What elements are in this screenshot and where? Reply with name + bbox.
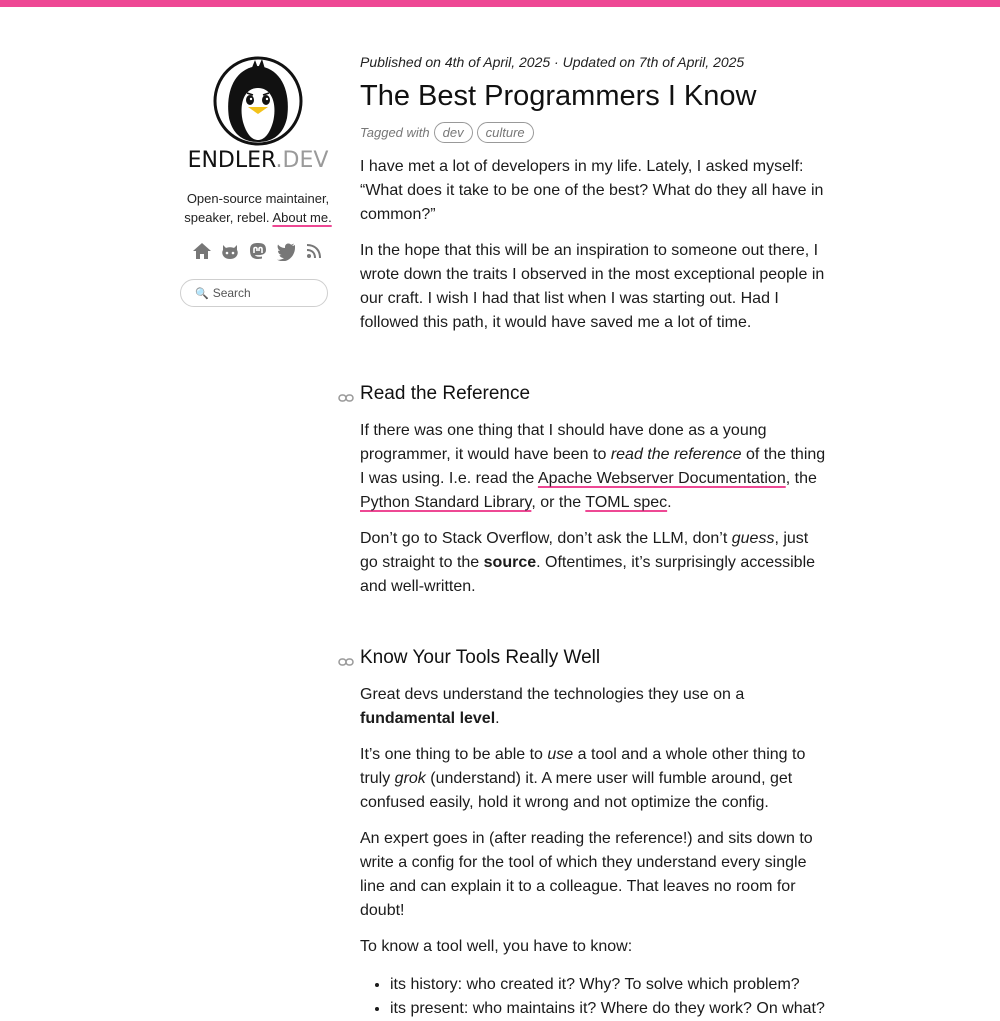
twitter-icon[interactable]	[276, 241, 296, 261]
section-heading-read-reference	[360, 381, 830, 407]
list-item: • its history: who created it? Why? To solve which problem?	[390, 973, 830, 997]
read-reference-paragraph-1: If there was one thing that I should have done as a young programmer, it would have been to read the reference of the thing I was using. I.e. read the Apache Webserver Documentation, the Python Standard Library, or the TOML spec.	[360, 422, 826, 511]
tag-culture[interactable]: culture	[477, 122, 534, 143]
know-tools-paragraph-1: Great devs understand the technologies they use on a fundamental level.	[360, 686, 745, 727]
penguin-logo-icon	[213, 56, 303, 146]
python-stdlib-link[interactable]: Python Standard Library	[360, 494, 532, 511]
search-icon: 🔍	[195, 287, 209, 300]
know-tools-paragraph-2: It’s one thing to be able to use a tool and a whole other thing to truly grok (understand) it. A mere user will fumble around, get confused easily, hold it wrong and not optimize the config.	[360, 746, 806, 811]
link-anchor-icon[interactable]	[338, 651, 354, 665]
know-tools-paragraph-3: An expert goes in (after reading the reference!) and sits down to write a config for the tool of which they understand every single line and can explain it to a colleague. That leaves no room for doubt!	[360, 830, 813, 919]
tagline-text: Open-source maintainer, speaker, rebel.	[184, 191, 330, 225]
page-title: The Best Programmers I Know	[360, 80, 757, 112]
brand-main: ENDLER	[187, 148, 276, 173]
search-input[interactable]	[180, 279, 328, 307]
sidebar	[180, 56, 336, 307]
read-reference-paragraph-2: Don’t go to Stack Overflow, don’t ask the LLM, don’t guess, just go straight to the source. Oftentimes, it’s surprisingly accessible and well-written.	[360, 530, 816, 595]
section-heading-know-tools	[360, 645, 830, 671]
list-item: • its present: who maintains it? Where do they work? On what?	[390, 997, 830, 1021]
intro-paragraph-2: In the hope that this will be an inspiration to someone out there, I wrote down the traits I observed in the most exceptional people in our craft. I wish I had that list when I was starting out. Had I followed this path, it would have saved me a lot of time.	[360, 242, 825, 331]
logo-link[interactable]	[180, 56, 336, 146]
mastodon-icon[interactable]	[248, 241, 268, 261]
know-tools-paragraph-4: To know a tool well, you have to know:	[360, 938, 633, 955]
post-meta: Published on 4th of April, 2025 · Updated on 7th of April, 2025	[360, 54, 745, 70]
article	[360, 54, 830, 1021]
site-brand[interactable]	[180, 148, 336, 173]
section-heading-text: Read the Reference	[360, 383, 531, 404]
rss-icon[interactable]	[304, 241, 324, 261]
tag-list	[360, 122, 830, 143]
top-accent-bar	[0, 0, 1000, 7]
search-placeholder: Search	[212, 286, 251, 300]
social-links	[180, 241, 336, 261]
brand-suffix: .DEV	[275, 148, 329, 173]
github-icon[interactable]	[220, 241, 240, 261]
section-heading-text: Know Your Tools Really Well	[360, 647, 601, 668]
know-tools-list	[360, 973, 830, 1021]
toml-spec-link[interactable]: TOML spec	[585, 494, 668, 511]
tagged-with-label: Tagged with	[360, 125, 430, 140]
link-anchor-icon[interactable]	[338, 387, 354, 401]
intro-paragraph-1: I have met a lot of developers in my life. Lately, I asked myself: “What does it take to be one of the best? What do they all have in common?”	[360, 158, 824, 223]
apache-docs-link[interactable]: Apache Webserver Documentation	[537, 470, 786, 487]
tag-dev[interactable]: dev	[434, 122, 473, 143]
tagline	[180, 189, 336, 227]
about-me-link[interactable]: About me.	[272, 210, 332, 225]
home-icon[interactable]	[192, 241, 212, 261]
